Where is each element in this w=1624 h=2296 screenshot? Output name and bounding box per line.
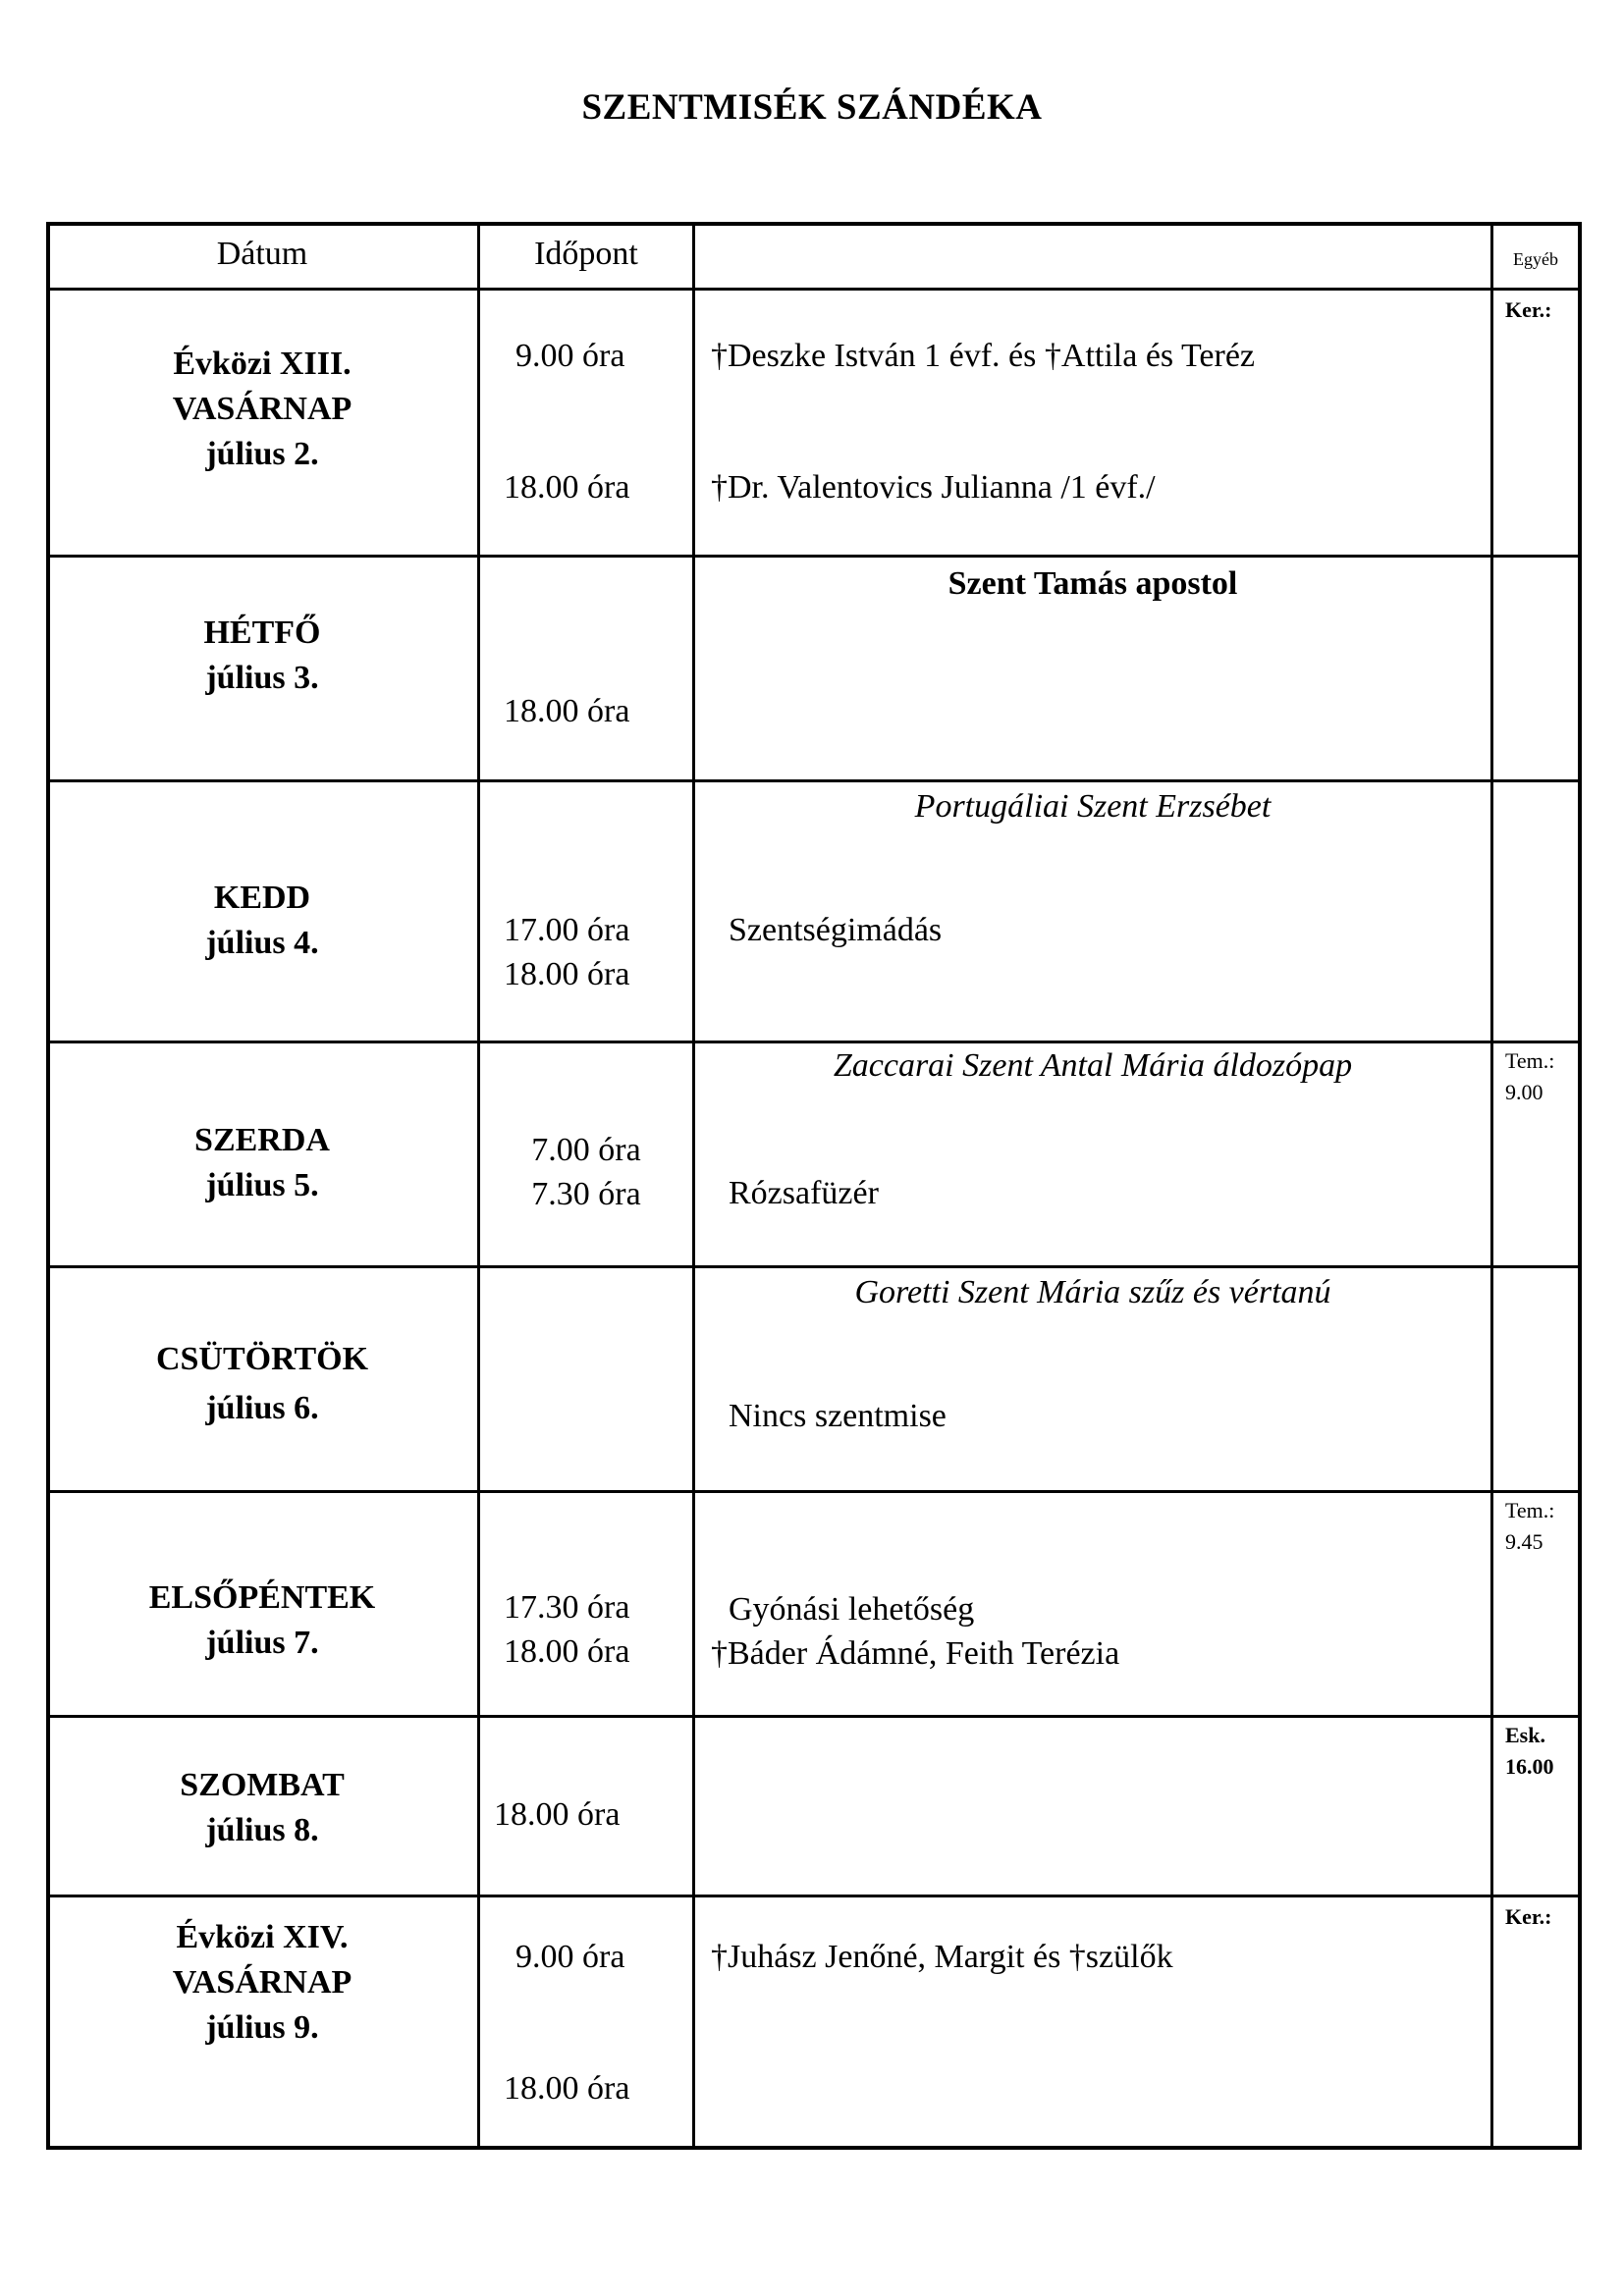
row-date-line: július 3.: [205, 660, 319, 696]
row-time: 18.00 óra: [504, 2070, 630, 2107]
row-intention: Gyónási lehetőség: [729, 1591, 975, 1628]
row-date-line: július 9.: [205, 2009, 319, 2046]
row-time: 18.00 óra: [494, 1796, 621, 1833]
row-date-line: július 8.: [205, 1812, 319, 1848]
row-time: 18.00 óra: [504, 469, 630, 506]
row-intention: †Dr. Valentovics Julianna /1 évf./: [711, 469, 1156, 506]
page-title: SZENTMISÉK SZÁNDÉKA: [581, 87, 1043, 128]
header-time: Időpont: [534, 236, 638, 272]
table-row: [50, 1490, 1578, 1718]
row-time: 7.00 óra: [531, 1132, 641, 1168]
row-intention: Nincs szentmise: [729, 1398, 947, 1434]
table-row: [50, 1265, 1578, 1493]
row-time: 17.00 óra: [504, 912, 630, 948]
row-date-line: SZERDA: [194, 1122, 330, 1158]
table-row: [50, 288, 1578, 558]
row-date-line: Évközi XIV.: [176, 1919, 349, 1955]
row-time: 9.00 óra: [515, 1939, 625, 1975]
row-other: Esk. 16.00: [1505, 1723, 1554, 1779]
row-date-line: Évközi XIII.: [173, 346, 352, 382]
header-date-cell: [50, 226, 474, 288]
row-intention: †Báder Ádámné, Feith Terézia: [711, 1635, 1120, 1672]
header-other-cell: [1490, 226, 1581, 288]
header-main-cell: [692, 226, 1490, 288]
row-date-line: VASÁRNAP: [172, 391, 352, 427]
header-time-cell: [477, 226, 692, 288]
row-main-cell: [692, 1718, 1490, 1897]
row-feast: Zaccarai Szent Antal Mária áldozópap: [833, 1047, 1353, 1084]
row-date-line: SZOMBAT: [180, 1767, 345, 1803]
row-intention: †Juhász Jenőné, Margit és †szülők: [711, 1939, 1173, 1975]
row-time: 17.30 óra: [504, 1589, 630, 1626]
row-date-line: KEDD: [213, 880, 311, 916]
row-date-line: július 6.: [205, 1390, 319, 1426]
header-date: Dátum: [216, 236, 308, 272]
row-time: 18.00 óra: [504, 956, 630, 992]
table-header-row: [50, 226, 1578, 288]
row-time: 18.00 óra: [504, 693, 630, 729]
row-other: Ker.:: [1505, 1904, 1552, 1929]
row-other: Tem.: 9.00: [1505, 1048, 1555, 1104]
row-date-line: VASÁRNAP: [172, 1964, 352, 2001]
schedule-table: [46, 222, 1582, 2150]
table-row: [50, 555, 1578, 782]
row-date-line: ELSŐPÉNTEK: [148, 1579, 376, 1616]
row-date-line: július 5.: [205, 1167, 319, 1203]
table-row: [50, 1041, 1578, 1268]
row-intention: †Deszke István 1 évf. és †Attila és Teréz: [711, 338, 1256, 374]
row-date-line: július 2.: [205, 436, 319, 472]
row-feast: Portugáliai Szent Erzsébet: [914, 788, 1272, 825]
table-row: [50, 1715, 1578, 1897]
row-time-cell: [477, 1268, 692, 1493]
row-other: Ker.:: [1505, 297, 1552, 322]
row-time: 7.30 óra: [531, 1176, 641, 1212]
row-other: Tem.: 9.45: [1505, 1498, 1555, 1554]
row-intention: Rózsafüzér: [729, 1175, 879, 1211]
row-date-line: július 4.: [205, 925, 319, 961]
header-other: Egyéb: [1513, 249, 1558, 269]
table-row: [50, 779, 1578, 1043]
row-intention: Szentségimádás: [729, 912, 943, 948]
row-time: 18.00 óra: [504, 1633, 630, 1670]
table-row: [50, 1895, 1578, 2149]
row-feast: Goretti Szent Mária szűz és vértanú: [854, 1274, 1331, 1310]
row-date-line: július 7.: [205, 1625, 319, 1661]
row-feast: Szent Tamás apostol: [947, 565, 1238, 602]
row-time: 9.00 óra: [515, 338, 625, 374]
row-date-line: CSÜTÖRTÖK: [155, 1341, 369, 1377]
row-date-line: HÉTFŐ: [203, 614, 321, 651]
